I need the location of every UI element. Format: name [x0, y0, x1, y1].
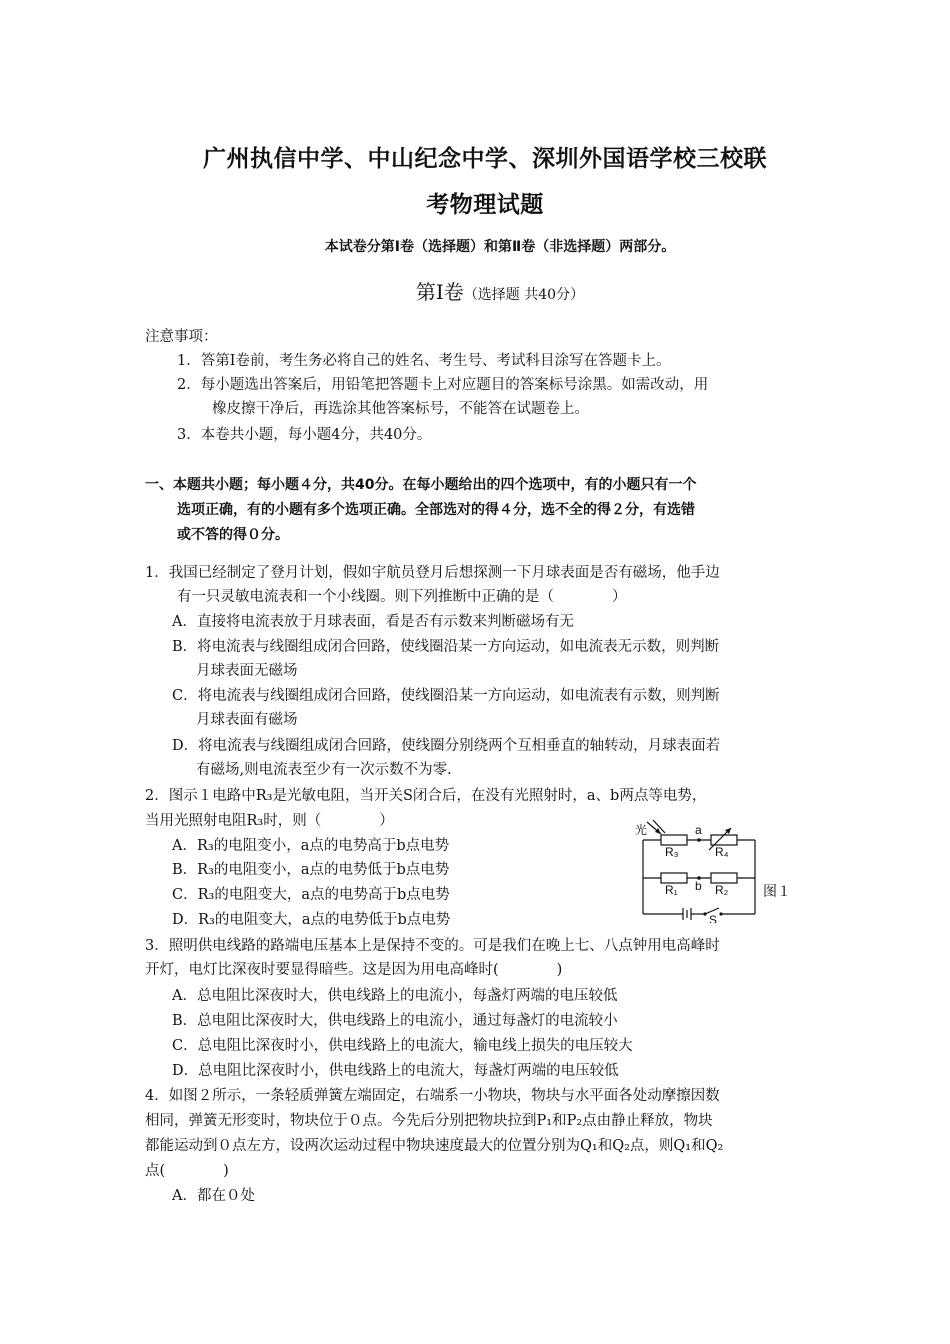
question-1-option-continued: 月球表面有磁场: [196, 712, 298, 728]
r1-label: R₁: [665, 883, 678, 897]
r3-label: R₃: [665, 845, 679, 859]
question-2-option: B．R₃的电阻变小，a点的电势低于b点电势: [172, 862, 450, 878]
note-item: 3．本卷共小题，每小题4分，共40分。: [177, 427, 432, 443]
question-4-stem: 相同，弹簧无形变时，物块位于０点。今先后分别把物块拉到P₁和P₂点由静止释放，物块: [145, 1113, 713, 1129]
notes-heading: 注意事项：: [145, 329, 218, 345]
question-4-stem: 都能运动到０点左方，设两次运动过程中物块速度最大的位置分别为Q₁和Q₂点，则Q₁和Q₂: [145, 1138, 724, 1154]
question-3-option: D．总电阻比深夜时小，供电线路上的电流大，每盏灯两端的电压较低: [172, 1063, 619, 1079]
question-4-stem: 点( ): [145, 1163, 229, 1179]
question-3-option: C．总电阻比深夜时小，供电线路上的电流大，输电线上损失的电压较大: [172, 1038, 633, 1054]
question-1-option: C．将电流表与线圈组成闭合回路，使线圈沿某一方向运动，如电流表有示数，则判断: [172, 688, 720, 704]
question-2-option: C．R₃的电阻变大，a点的电势高于b点电势: [172, 887, 450, 903]
question-2-stem: 当用光照射电阻R₃时，则（ ）: [145, 813, 394, 829]
switch-label: S: [709, 913, 718, 923]
section-instructions-line: 一、本题共小题；每小题４分，共40分。在每小题给出的四个选项中，有的小题只有一个: [145, 477, 697, 493]
question-1-stem: 有一只灵敏电流表和一个小线圈。则下列推断中正确的是（ ）: [177, 589, 627, 605]
light-label: 光: [635, 823, 648, 837]
note-item: 2．每小题选出答案后，用铅笔把答题卡上对应题目的答案标号涂黑。如需改动，用: [177, 377, 709, 393]
question-1-option: A．直接将电流表放于月球表面，看是否有示数来判断磁场有无: [172, 614, 574, 630]
exam-title-line1: 广州执信中学、中山纪念中学、深圳外国语学校三校联: [203, 146, 767, 172]
question-4-stem: 4．如图２所示，一条轻质弹簧左端固定，右端系一小物块，物块与水平面各处动摩擦因数: [145, 1088, 720, 1104]
question-1-option-continued: 有磁场,则电流表至少有一次示数不为零.: [196, 762, 452, 778]
question-4-option: A．都在０处: [172, 1188, 255, 1204]
r2-label: R₂: [715, 883, 729, 897]
note-item-continued: 橡皮擦干净后，再选涂其他答案标号，不能答在试题卷上。: [212, 401, 589, 417]
r4-label: R₄: [715, 845, 729, 859]
section-instructions-line: 或不答的得０分。: [177, 527, 289, 543]
question-3-stem: 开灯，电灯比深夜时要显得暗些。这是因为用电高峰时( ): [145, 962, 563, 978]
volume-title: 第Ⅰ卷: [415, 280, 464, 304]
section-instructions-line: 选项正确，有的小题有多个选项正确。全部选对的得４分，选不全的得２分，有选错: [177, 502, 695, 518]
question-3-option: A．总电阻比深夜时大，供电线路上的电流小，每盏灯两端的电压较低: [172, 988, 618, 1004]
volume-note: （选择题 共40分）: [463, 287, 585, 303]
volume-heading: [140, 276, 860, 305]
question-1-option: D．将电流表与线圈组成闭合回路，使线圈分别绕两个互相垂直的轴转动，月球表面若: [172, 738, 721, 754]
question-3-stem: 3．照明供电线路的路端电压基本上是保持不变的。可是我们在晚上七、八点钟用电高峰时: [145, 938, 720, 954]
note-item: 1．答第Ⅰ卷前，考生务必将自己的姓名、考生号、考试科目涂写在答题卡上。: [177, 353, 671, 369]
figure-caption: 图１: [763, 883, 791, 899]
node-b-label: b: [695, 879, 702, 893]
question-1-option: B．将电流表与线圈组成闭合回路，使线圈沿某一方向运动，如电流表无示数，则判断: [172, 639, 720, 655]
question-2-option: D．R₃的电阻变大，a点的电势低于b点电势: [172, 912, 451, 928]
question-1-stem: 1．我国已经制定了登月计划，假如宇航员登月后想探测一下月球表面是否有磁场，他手边: [145, 565, 720, 581]
question-2-stem: 2．图示１电路中R₃是光敏电阻，当开关S闭合后，在没有光照射时，a、b两点等电势，: [145, 788, 707, 804]
node-a-label: a: [695, 823, 702, 837]
question-1-option-continued: 月球表面无磁场: [196, 663, 298, 679]
question-3-option: B．总电阻比深夜时大，供电线路上的电流小，通过每盏灯的电流较小: [172, 1013, 618, 1029]
circuit-diagram-figure-1: [635, 818, 810, 923]
question-2-option: A．R₃的电阻变小，a点的电势高于b点电势: [172, 838, 450, 854]
exam-title-line2: 考物理试题: [426, 192, 544, 218]
exam-subtitle: 本试卷分第Ⅰ卷（选择题）和第Ⅱ卷（非选择题）两部分。: [324, 239, 676, 255]
